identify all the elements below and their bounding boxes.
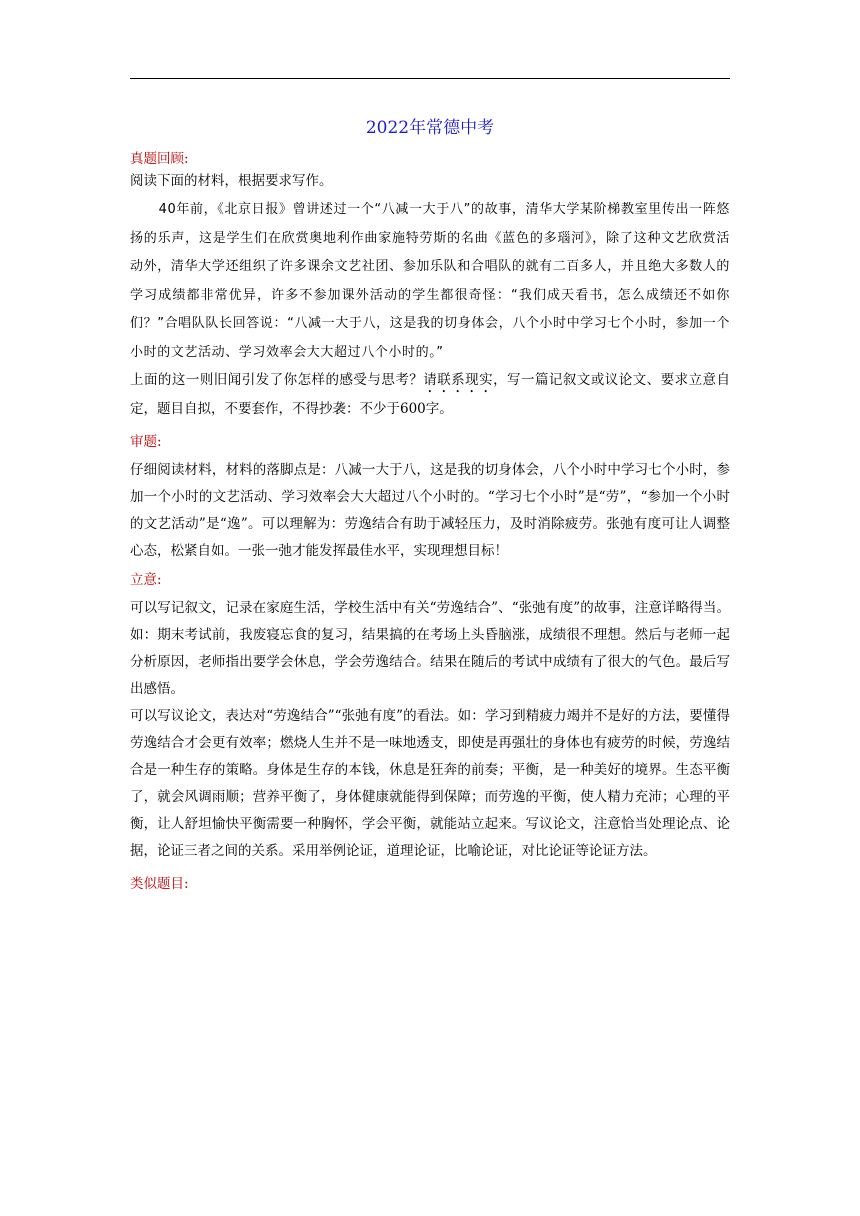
idea-narrative-text: 可以写记叙文，记录在家庭生活，学校生活中有关“劳逸结合”、“张弛有度”的故事，注意详略得当。如：期末考试前，我废寝忘食的复习，结果搞的在考场上头昏脑涨，成绩很不理想。然后与老师一起分析原因，老师指出要学会休息，学会劳逸结合。结果在随后的考试中成绩有了很大的气色。最后写出感悟。: [130, 600, 730, 697]
requirement-emphasis: 请联系现实: [423, 372, 494, 388]
section-heading-idea: 立意:: [130, 572, 162, 588]
header-rule: [130, 78, 730, 79]
section-heading-similar: 类似题目:: [130, 876, 189, 892]
section-heading-review: 真题回顾:: [130, 151, 189, 167]
intro-text: 阅读下面的材料，根据要求写作。: [130, 173, 333, 189]
writing-requirement: [130, 367, 730, 423]
document-body: [130, 114, 730, 895]
idea-argument-text: 可以写议论文，表达对“劳逸结合”“张弛有度”的看法。如：学习到精疲力竭并不是好的方法，要懂得劳逸结合才会更有效率；燃烧人生并不是一味地透支，即使是再强壮的身体也有疲劳的时候，劳逸结合是一种生存的策略。身体是生存的本钱，休息是狂奔的前奏；平衡，是一种美好的境界。生态平衡了，就会风调雨顺；营养平衡了，身体健康就能得到保障；而劳逸的平衡，使人精力充沛；心理的平衡，让人舒坦愉快平衡需要一种胸怀，学会平衡，就能站立起来。写议论文，注意恰当处理论点、论据，论证三者之间的关系。采用举例论证，道理论证，比喻论证，对比论证等论证方法。: [130, 708, 730, 859]
material-quote: 40年前，《北京日报》曾讲述过一个“八减一大于八”的故事，清华大学某阶梯教室里传出一阵悠扬的乐声，这是学生们在欣赏奥地利作曲家施特劳斯的名曲《蓝色的多瑙河》，除了这种文艺欣赏活动外，清华大学还组织了许多课余文艺社团、参加乐队和合唱队的就有二百多人，并且绝大多数人的学习成绩都非常优异，许多不参加课外活动的学生都很奇怪：“我们成天看书，怎么成绩还不如你们？”合唱队队长回答说：“八减一大于八，这是我的切身体会，八个小时中学习七个小时，参加一个小时的文艺活动、学习效率会大大超过八个小时的。”: [130, 202, 730, 360]
examine-text: 仔细阅读材料，材料的落脚点是：八减一大于八，这是我的切身体会，八个小时中学习七个小时，参加一个小时的文艺活动、学习效率会大大超过八个小时的。“学习七个小时”是“劳”，“参加一个小时的文艺活动”是“逸”。可以理解为：劳逸结合有助于减轻压力，及时消除疲劳。张弛有度可让人调整心态，松紧自如。一张一弛才能发挥最佳水平，实现理想目标！: [130, 462, 730, 559]
requirement-pre: 上面的这一则旧闻引发了你怎样的感受与思考？: [130, 372, 424, 388]
section-heading-examine: 审题:: [130, 434, 162, 450]
page-title: 2022年常德中考: [365, 118, 495, 138]
requirement-post: ，写一篇记叙文或议论文、要求立意自定，题目自拟，不要套作，不得抄袭：不少于600字。: [130, 372, 731, 417]
